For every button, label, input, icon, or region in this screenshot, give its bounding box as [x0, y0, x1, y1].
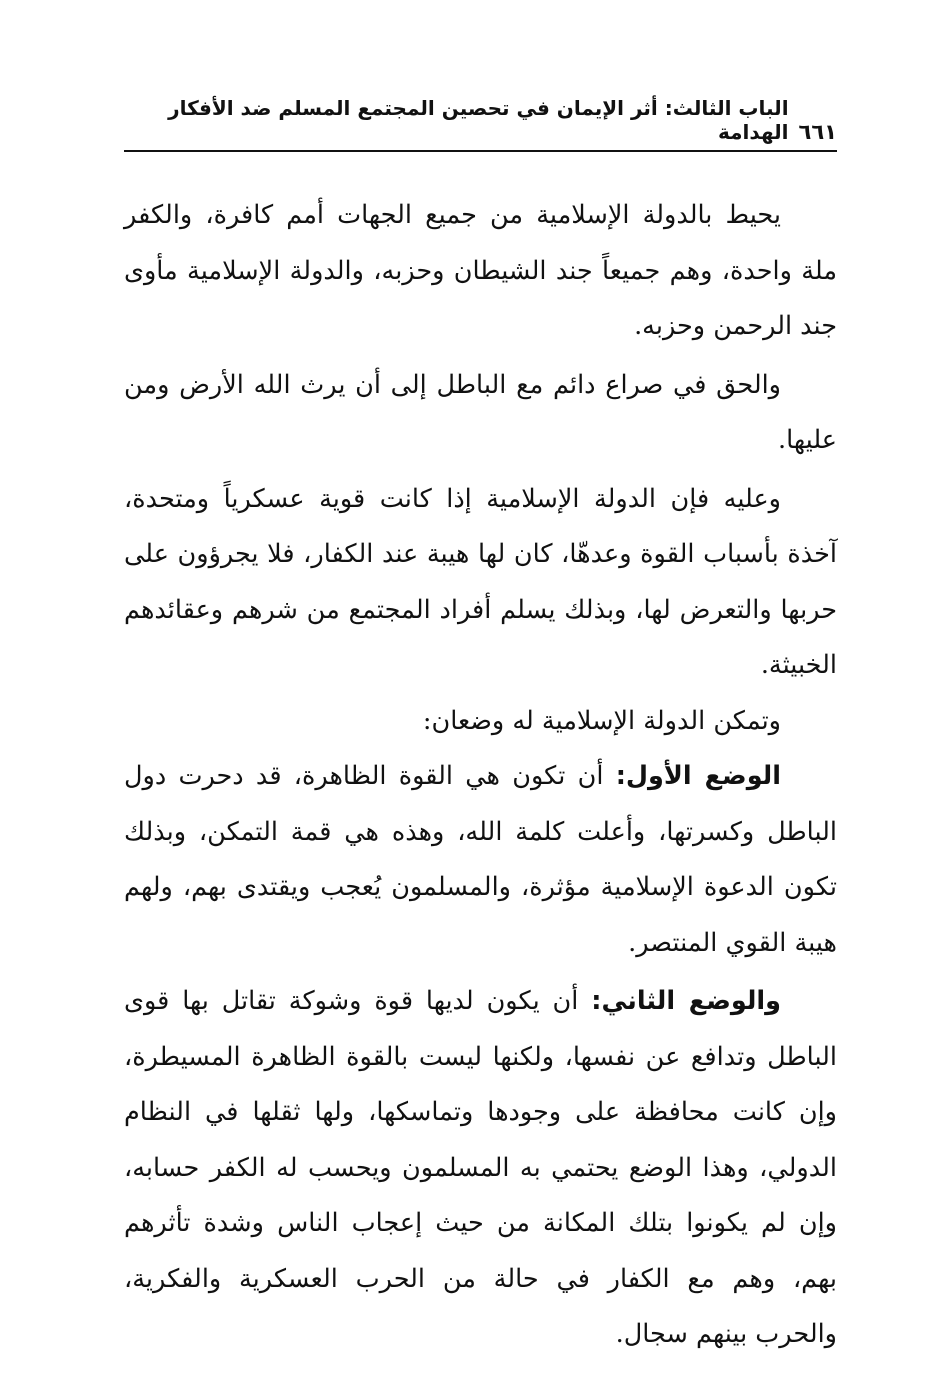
- first-state-term: الوضع الأول:: [615, 761, 781, 791]
- running-header: [124, 96, 837, 152]
- paragraph-3: وعليه فإن الدولة الإسلامية إذا كانت قوية عسكرياً ومتحدة، آخذة بأسباب القوة وعدهّا، كان لها هيبة عند الكفار، فلا يجرؤون على حربها والتعرض لها، وبذلك يسلم أفراد المجتمع من شرهم وعقائدهم الخبيثة.: [124, 483, 837, 680]
- chapter-title: الباب الثالث: أثر الإيمان في تحصين المجتمع المسلم ضد الأفكار الهدامة: [168, 96, 789, 144]
- second-state-text: أن يكون لديها قوة وشوكة تقاتل بها قوى الباطل وتدافع عن نفسها، ولكنها ليست بالقوة الظاهرة المسيطرة، وإن كانت محافظة على وجودها وتماسكها، ولها ثقلها في النظام الدولي، وهذا الوضع يحتمي به المسلمون ويحسب له الكفر حسابه، وإن لم يكونوا بتلك المكانة من حيث إعجاب الناس وشدة تأثرهم بهم، وهم مع الكفار في حالة من الحرب العسكرية والفكرية، والحرب بينهم سجال.: [124, 986, 837, 1349]
- first-state-text: أن تكون هي القوة الظاهرة، قد دحرت دول الباطل وكسرتها، وأعلت كلمة الله، وهذه هي قمة التمكن، وبذلك تكون الدعوة الإسلامية مؤثرة، والمسلمون يُعجب ويقتدى بهم، ولهم هيبة القوي المنتصر.: [124, 761, 837, 958]
- second-state-term: والوضع الثاني:: [591, 986, 781, 1016]
- body-text: [124, 188, 837, 1363]
- paragraph-2: والحق في صراع دائم مع الباطل إلى أن يرث الله الأرض ومن عليها.: [124, 369, 837, 455]
- page-number: ٦٦١: [798, 120, 837, 144]
- paragraph-1: يحيط بالدولة الإسلامية من جميع الجهات أمم كافرة، والكفر ملة واحدة، وهم جميعاً جند الشيطان وحزبه، والدولة الإسلامية مأوى جند الرحمن وحزبه.: [124, 200, 837, 341]
- paragraph-4: وتمكن الدولة الإسلامية له وضعان:: [422, 705, 781, 736]
- paragraph-second-state: [124, 974, 837, 1363]
- paragraph-first-state: [124, 749, 837, 971]
